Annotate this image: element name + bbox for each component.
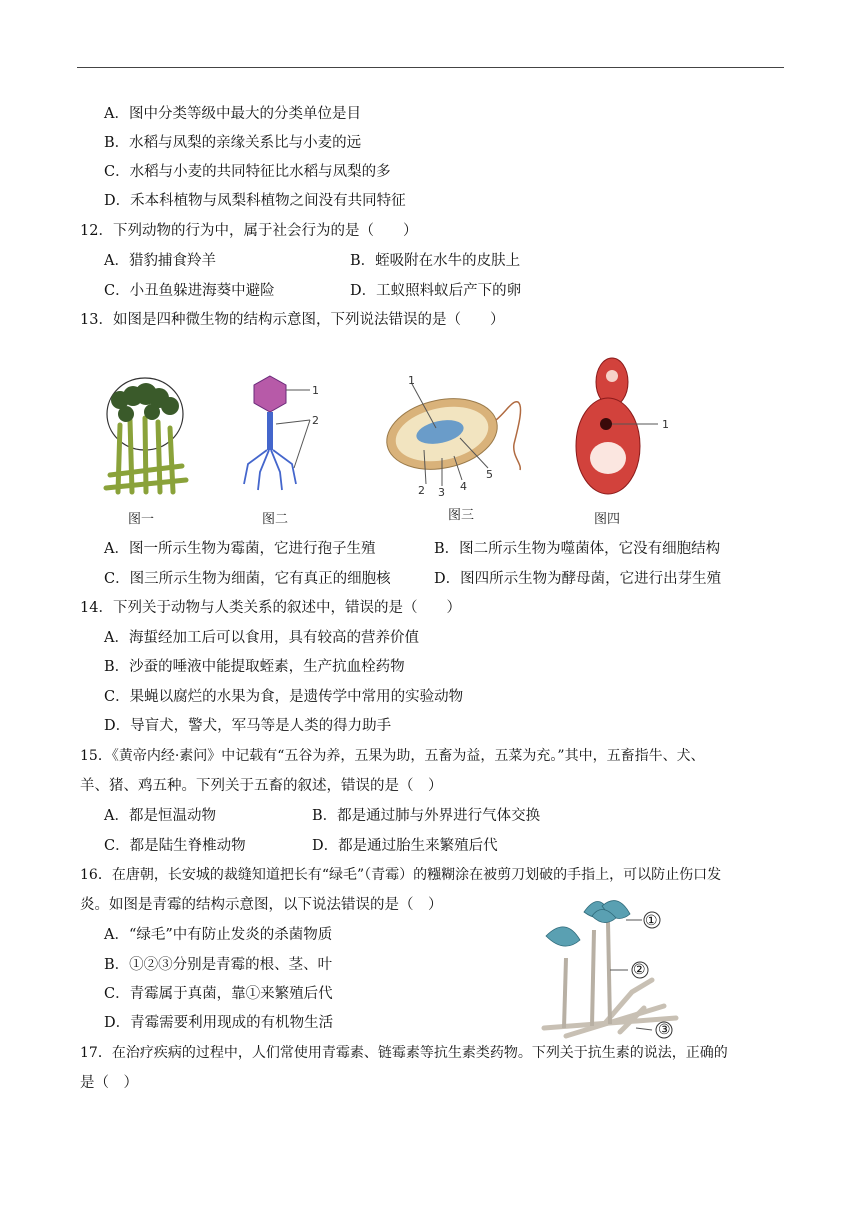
q11-option-c: C．水稻与小麦的共同特征比水稻与凤梨的多: [104, 164, 391, 180]
q11-option-a: A．图中分类等级中最大的分类单位是目: [104, 106, 361, 122]
q13-stem: 13．如图是四种微生物的结构示意图，下列说法错误的是（ ）: [80, 312, 505, 328]
q15-option-c: C．都是陆生脊椎动物: [104, 838, 246, 854]
q15-stem-line2: 羊、猪、鸡五种。下列关于五畜的叙述，错误的是（ ）: [80, 778, 443, 794]
q13-option-c: C．图三所示生物为细菌，它有真正的细胞核: [104, 571, 391, 587]
mold-figure: [100, 370, 195, 495]
header-rule: [77, 67, 784, 68]
q14-option-a: A．海蜇经加工后可以食用，具有较高的营养价值: [104, 630, 419, 646]
q16-option-a: A．“绿毛”中有防止发炎的杀菌物质: [104, 927, 333, 943]
q11-option-d: D．禾本科植物与凤梨科植物之间没有共同特征: [104, 193, 406, 209]
phage-label-1: 1: [312, 384, 319, 397]
q16-option-b: B．①②③分别是青霉的根、茎、叶: [104, 957, 333, 973]
q11-option-b: B．水稻与凤梨的亲缘关系比与小麦的远: [104, 135, 362, 151]
q15-option-d: D．都是通过胎生来繁殖后代: [312, 838, 498, 854]
q15-option-a: A．都是恒温动物: [104, 808, 216, 824]
caption-fig4: 图四: [594, 512, 621, 527]
q16-option-c: C．青霉属于真菌，靠①来繁殖后代: [104, 986, 333, 1002]
q15-stem-line1: 15．《黄帝内经·素问》中记载有“五谷为养，五果为助，五畜为益，五菜为充。”其中，五畜指牛、犬、: [80, 748, 705, 764]
penicillium-figure: [536, 896, 682, 1040]
bacterium-figure: [384, 372, 526, 500]
q16-stem-line2: 炎。如图是青霉的结构示意图，以下说法错误的是（ ）: [80, 897, 443, 913]
bacterium-label-2: 2: [418, 484, 425, 497]
q12-option-a: A．猎豹捕食羚羊: [104, 253, 216, 269]
q14-option-b: B．沙蚕的唾液中能提取蛭素，生产抗血栓药物: [104, 659, 405, 675]
q13-option-d: D．图四所示生物为酵母菌，它进行出芽生殖: [434, 571, 722, 587]
yeast-figure: [570, 352, 680, 498]
q17-stem-line1: 17．在治疗疾病的过程中，人们常使用青霉素、链霉素等抗生素类药物。下列关于抗生素的说法，正确的: [80, 1045, 728, 1061]
caption-fig2: 图二: [262, 512, 289, 527]
penicillium-label-2: ②: [633, 962, 646, 978]
q16-stem-line1: 16．在唐朝，长安城的裁缝知道把长有“绿毛”（青霉）的糨糊涂在被剪刀划破的手指上，可以防止伤口发: [80, 867, 722, 883]
bacterium-label-5: 5: [486, 468, 493, 481]
yeast-label-1: 1: [662, 418, 669, 431]
bacterium-label-4: 4: [460, 480, 467, 493]
q14-option-d: D．导盲犬，警犬，军马等是人类的得力助手: [104, 718, 392, 734]
phage-figure: [236, 372, 326, 494]
q12-option-b: B．蛭吸附在水牛的皮肤上: [350, 253, 521, 269]
q12-stem: 12．下列动物的行为中，属于社会行为的是（ ）: [80, 223, 418, 239]
q15-option-b: B．都是通过肺与外界进行气体交换: [312, 808, 541, 824]
q12-option-c: C．小丑鱼躲进海葵中避险: [104, 283, 275, 299]
penicillium-label-1: ①: [645, 913, 658, 929]
q16-option-d: D．青霉需要利用现成的有机物生活: [104, 1015, 334, 1031]
caption-fig3: 图三: [448, 508, 475, 523]
q13-option-a: A．图一所示生物为霉菌，它进行孢子生殖: [104, 541, 376, 557]
phage-label-2: 2: [312, 414, 319, 427]
bacterium-label-1: 1: [408, 374, 415, 387]
q13-option-b: B．图二所示生物为噬菌体，它没有细胞结构: [434, 541, 721, 557]
caption-fig1: 图一: [128, 512, 155, 527]
q17-stem-line2: 是（ ）: [80, 1075, 138, 1091]
q12-option-d: D．工蚁照料蚁后产下的卵: [350, 283, 522, 299]
q14-stem: 14．下列关于动物与人类关系的叙述中，错误的是（ ）: [80, 600, 461, 616]
bacterium-label-3: 3: [438, 486, 445, 499]
penicillium-label-3: ③: [658, 1022, 671, 1038]
q14-option-c: C．果蝇以腐烂的水果为食，是遗传学中常用的实验动物: [104, 689, 464, 705]
